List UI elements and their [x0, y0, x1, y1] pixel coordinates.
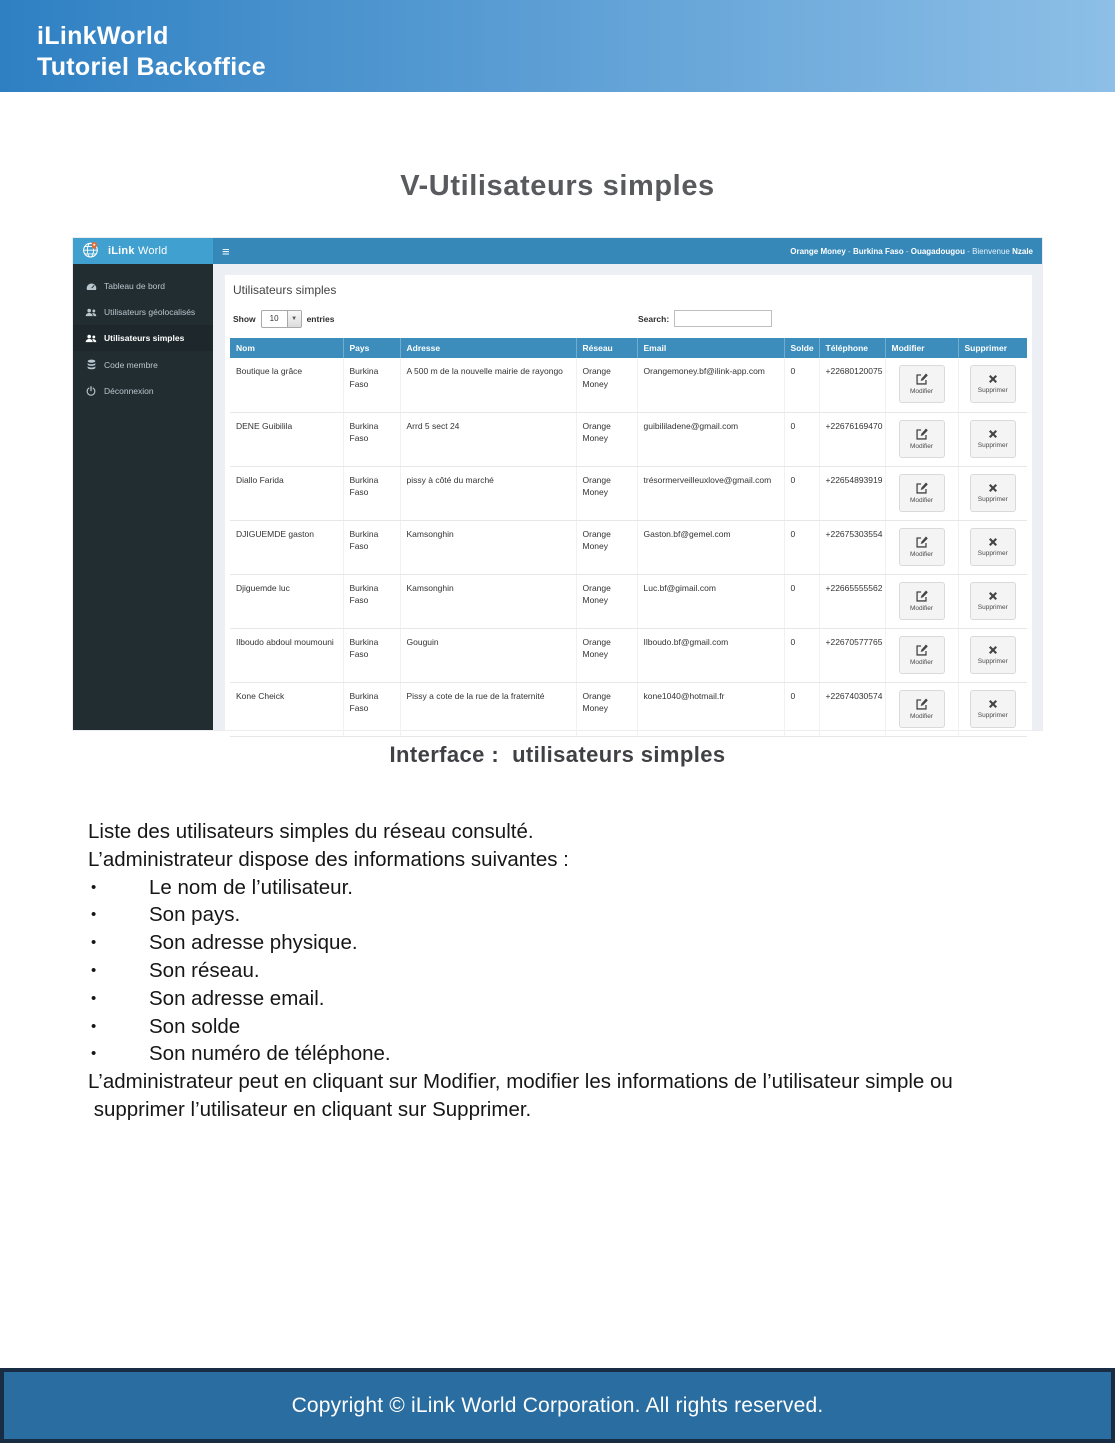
modify-button-label: Modifier [909, 658, 934, 666]
app-screenshot [73, 238, 1042, 730]
cell-reseau: Orange Money [576, 358, 637, 412]
table-header-row [230, 338, 1027, 358]
cell-adresse: Arrd 5 sect 24 [400, 412, 576, 466]
modify-button-label: Modifier [909, 712, 934, 720]
cell-telephone: +22654893919 [819, 466, 885, 520]
bullet-text: Son adresse physique. [149, 931, 358, 955]
bullet-marker: • [91, 989, 97, 1007]
cell-nom: DJIGUEMDE gaston [230, 520, 343, 574]
power-icon [85, 386, 97, 396]
table-header [230, 338, 1027, 358]
cell-email: kone1040@hotmail.fr [637, 682, 784, 736]
bullet-text: Son solde [149, 1014, 241, 1038]
bullet-item [88, 1040, 1058, 1068]
delete-icon [988, 699, 998, 709]
cell-reseau: Orange Money [576, 466, 637, 520]
cell-solde: 0 [784, 358, 819, 412]
cell-pays: Burkina Faso [343, 520, 400, 574]
bullet-item [88, 874, 1058, 902]
cell-solde: 0 [784, 466, 819, 520]
cell-solde: 0 [784, 574, 819, 628]
navbar-status-item: Orange Money [790, 246, 846, 256]
content-area [213, 264, 1042, 730]
modify-button[interactable] [899, 365, 945, 403]
delete-button-label: Supprimer [977, 387, 1008, 394]
cell-reseau: Orange Money [576, 520, 637, 574]
cell-telephone: +22670577765 [819, 628, 885, 682]
app-navbar [213, 238, 1042, 264]
content-title: Utilisateurs simples [233, 283, 337, 297]
brand-light: World [137, 245, 168, 257]
cell-pays: Burkina Faso [343, 628, 400, 682]
cell-email: guibililadene@gmail.com [637, 412, 784, 466]
cell-delete [958, 466, 1027, 520]
cell-modify [885, 358, 958, 412]
cell-nom: Diallo Farida [230, 466, 343, 520]
navbar-username: Nzale [1012, 246, 1033, 256]
cell-adresse: A 500 m de la nouvelle mairie de rayongo [400, 358, 576, 412]
modify-button-label: Modifier [909, 550, 934, 558]
sidebar-item-utilisateurs-geolocalises[interactable] [73, 299, 213, 325]
cell-email: Orangemoney.bf@ilink-app.com [637, 358, 784, 412]
navbar-separator: - [903, 246, 911, 256]
bullet-item [88, 1013, 1058, 1041]
column-header-modifier[interactable]: Modifier [885, 338, 958, 358]
bullet-text: Le nom de l’utilisateur. [149, 875, 353, 899]
bullet-marker: • [91, 906, 97, 924]
modify-button-label: Modifier [909, 442, 934, 450]
page-size-control [233, 310, 1024, 327]
cell-nom: Ilboudo abdoul moumouni [230, 628, 343, 682]
doc-header-line1: iLinkWorld [37, 22, 169, 50]
table-row [230, 628, 1027, 682]
cell-reseau: Orange Money [576, 412, 637, 466]
sidebar-item-label: Utilisateurs simples [104, 333, 185, 343]
bullet-item [88, 985, 1058, 1013]
edit-icon [916, 590, 928, 602]
app-body [73, 264, 1042, 730]
column-header-pays[interactable]: Pays [343, 338, 400, 358]
navbar-separator: - [845, 246, 853, 256]
cell-telephone: +22674030574 [819, 682, 885, 736]
brand-bold: iLink [108, 245, 135, 257]
delete-button-label: Supprimer [977, 603, 1008, 611]
sidebar-item-code-membre[interactable] [73, 351, 213, 378]
cell-solde: 0 [784, 628, 819, 682]
cell-pays: Burkina Faso [343, 682, 400, 736]
cell-pays: Burkina Faso [343, 412, 400, 466]
bullet-text: Son pays. [149, 903, 241, 927]
edit-icon [916, 373, 928, 385]
sidebar-item-deconnexion[interactable] [73, 378, 213, 404]
cell-reseau: Orange Money [576, 682, 637, 736]
bullet-text: Son réseau. [149, 958, 260, 982]
navbar-status-item: Ouagadougou [910, 246, 965, 256]
cell-telephone: +22680120075 [819, 358, 885, 412]
cell-modify [885, 520, 958, 574]
table-controls [233, 310, 1024, 331]
cell-nom: Djiguemde luc [230, 574, 343, 628]
page-size-value: 10 [269, 314, 279, 323]
cell-delete [958, 358, 1027, 412]
document-header [0, 0, 1115, 92]
table-body [230, 358, 1027, 736]
column-header-supprimer[interactable]: Supprimer [958, 338, 1027, 358]
delete-button[interactable] [970, 365, 1016, 403]
section-title: V-Utilisateurs simples [400, 170, 715, 202]
cell-delete [958, 682, 1027, 736]
delete-icon [988, 537, 998, 547]
cell-pays: Burkina Faso [343, 466, 400, 520]
cell-adresse: Pissy a cote de la rue de la fraternité [400, 682, 576, 736]
delete-icon [988, 483, 998, 493]
hamburger-menu-icon[interactable]: ≡ [222, 243, 230, 259]
bullet-item [88, 901, 1058, 929]
table-row [230, 466, 1027, 520]
cell-nom: Kone Cheick [230, 682, 343, 736]
delete-button[interactable] [970, 690, 1016, 728]
dashboard-icon [85, 282, 97, 291]
paragraph-line: L’administrateur peut en cliquant sur Modifier, modifier les informations de l’utilisateur simple ou [88, 1070, 953, 1094]
delete-button[interactable] [970, 528, 1016, 566]
sidebar-item-utilisateurs-simples[interactable] [73, 325, 213, 351]
cell-solde: 0 [784, 520, 819, 574]
search-control [638, 310, 772, 327]
cell-adresse: Kamsonghin [400, 574, 576, 628]
modify-button[interactable] [899, 582, 945, 620]
footer-text: Copyright © iLink World Corporation. All rights reserved. [291, 1393, 824, 1417]
table-row [230, 574, 1027, 628]
users-icon [85, 334, 97, 343]
cell-modify [885, 628, 958, 682]
cell-modify [885, 574, 958, 628]
delete-button[interactable] [970, 474, 1016, 512]
cell-telephone: +22675303554 [819, 520, 885, 574]
bullet-marker: • [91, 1045, 97, 1063]
delete-icon [988, 429, 998, 439]
cell-modify [885, 682, 958, 736]
doc-header-line2: Tutoriel Backoffice [37, 53, 266, 81]
column-header-adresse[interactable]: Adresse [400, 338, 576, 358]
modify-button[interactable] [899, 690, 945, 728]
cell-solde: 0 [784, 412, 819, 466]
cell-adresse: Gouguin [400, 628, 576, 682]
cell-telephone: +22665555562 [819, 574, 885, 628]
table-row [230, 412, 1027, 466]
bullet-marker: • [91, 961, 97, 979]
bullet-item [88, 957, 1058, 985]
delete-button-label: Supprimer [977, 495, 1008, 503]
document-footer [0, 1368, 1115, 1443]
modify-button-label: Modifier [909, 496, 934, 504]
paragraph-line: L’administrateur dispose des informations suivantes : [88, 847, 569, 871]
edit-icon [916, 698, 928, 710]
cell-delete [958, 412, 1027, 466]
modify-button[interactable] [899, 528, 945, 566]
cell-adresse: pissy à côté du marché [400, 466, 576, 520]
paragraph-line: supprimer l’utilisateur en cliquant sur Supprimer. [88, 1097, 532, 1121]
modify-button[interactable] [899, 420, 945, 458]
app-top-nav [73, 238, 1042, 264]
navbar-welcome-label: Bienvenue [972, 246, 1013, 256]
bullet-marker: • [91, 878, 97, 896]
bullet-marker: • [91, 1017, 97, 1035]
body-text [88, 818, 1058, 1124]
sidebar-item-label: Utilisateurs géolocalisés [104, 307, 196, 317]
chevron-down-icon: ▼ [287, 311, 301, 327]
delete-button-label: Supprimer [977, 711, 1008, 719]
delete-icon [988, 645, 998, 655]
delete-button[interactable] [970, 636, 1016, 674]
column-header-email[interactable]: Email [637, 338, 784, 358]
search-label: Search: [638, 313, 670, 324]
cell-delete [958, 520, 1027, 574]
delete-button-label: Supprimer [977, 549, 1008, 557]
column-header-reseau[interactable]: Réseau [576, 338, 637, 358]
cell-email: trésormerveilleuxlove@gmail.com [637, 466, 784, 520]
cell-email: Luc.bf@gimail.com [637, 574, 784, 628]
bullet-text: Son numéro de téléphone. [149, 1042, 391, 1066]
bullet-marker: • [91, 934, 97, 952]
delete-button[interactable] [970, 582, 1016, 620]
cell-pays: Burkina Faso [343, 358, 400, 412]
column-header-nom[interactable]: Nom [230, 338, 343, 358]
cell-delete [958, 574, 1027, 628]
table-row [230, 520, 1027, 574]
cell-reseau: Orange Money [576, 628, 637, 682]
page-size-select[interactable] [261, 310, 302, 328]
content-box [225, 275, 1032, 730]
navbar-separator: - [964, 246, 973, 256]
modify-button-label: Modifier [909, 388, 934, 395]
column-header-solde[interactable]: Solde [784, 338, 819, 358]
cell-telephone: +22676169470 [819, 412, 885, 466]
edit-icon [916, 482, 928, 494]
edit-icon [916, 644, 928, 656]
delete-icon [988, 591, 998, 601]
cell-solde: 0 [784, 682, 819, 736]
sidebar-item-tableau-de-bord[interactable] [73, 273, 213, 299]
show-label: Show [233, 313, 256, 324]
cell-nom: Boutique la grâce [230, 358, 343, 412]
sidebar-item-label: Déconnexion [104, 386, 154, 396]
delete-button-label: Supprimer [977, 657, 1008, 665]
cell-email: Gaston.bf@gemel.com [637, 520, 784, 574]
modify-button[interactable] [899, 474, 945, 512]
bullet-item [88, 929, 1058, 957]
cell-modify [885, 412, 958, 466]
table-row [230, 682, 1027, 736]
cell-reseau: Orange Money [576, 574, 637, 628]
app-logo[interactable] [73, 238, 213, 264]
edit-icon [916, 536, 928, 548]
delete-button-label: Supprimer [977, 441, 1008, 449]
globe-icon [82, 241, 100, 261]
delete-icon [988, 374, 998, 384]
column-header-telephone[interactable]: Téléphone [819, 338, 885, 358]
database-icon [85, 359, 97, 370]
cell-delete [958, 628, 1027, 682]
sidebar-menu [73, 264, 213, 730]
modify-button[interactable] [899, 636, 945, 674]
modify-button-label: Modifier [909, 604, 934, 612]
cell-modify [885, 466, 958, 520]
entries-label: entries [306, 313, 335, 324]
cell-adresse: Kamsonghin [400, 520, 576, 574]
sidebar-item-label: Code membre [104, 359, 158, 370]
brand-name [108, 245, 167, 257]
users-table [230, 338, 1027, 737]
navbar-status-item: Burkina Faso [852, 246, 904, 256]
search-input[interactable] [674, 310, 772, 327]
users-icon [85, 308, 97, 317]
figure-caption: Interface : utilisateurs simples [389, 742, 726, 767]
cell-email: Ilboudo.bf@gmail.com [637, 628, 784, 682]
paragraph-line: Liste des utilisateurs simples du réseau consulté. [88, 820, 534, 843]
cell-pays: Burkina Faso [343, 574, 400, 628]
delete-button[interactable] [970, 420, 1016, 458]
table-row [230, 358, 1027, 412]
bullet-text: Son adresse email. [149, 986, 325, 1010]
edit-icon [916, 428, 928, 440]
cell-nom: DENE Guibilila [230, 412, 343, 466]
sidebar-item-label: Tableau de bord [104, 281, 165, 291]
navbar-status [790, 247, 1033, 256]
